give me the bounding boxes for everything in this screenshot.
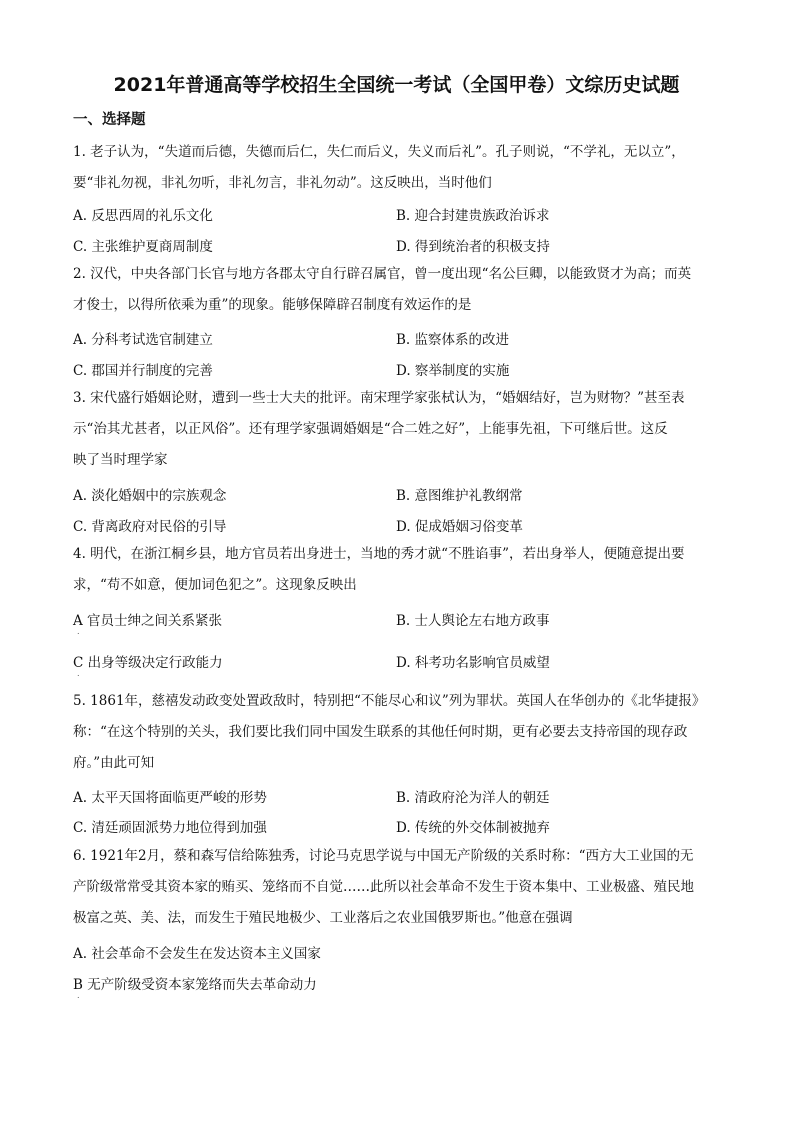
stem-line: 称：“在这个特别的关头，我们要比我们同中国发生联系的其他任何时期，更有必要去支持帝国的现存政 [73, 724, 688, 740]
dot-mark: . [77, 991, 80, 1000]
option-d: D. 促成婚姻习俗变革 [396, 519, 523, 535]
stem-line: 5. 1861年，慈禧发动政变处置政敌时，特别把“不能尽心和议”列为罪状。英国人在华创办的《北华捷报》 [73, 693, 706, 709]
dot-mark: . [77, 669, 80, 678]
option-c: C. 清廷顽固派势力地位得到加强 [73, 820, 267, 836]
stem-line: 6. 1921年2月，蔡和森写信给陈独秀，讨论马克思学说与中国无产阶级的关系时称：“西方大工业国的无 [73, 848, 694, 864]
option-c: C. 主张维护夏商周制度 [73, 239, 213, 255]
stem-line: 府。”由此可知 [73, 755, 155, 771]
option-b: B. 监察体系的改进 [396, 332, 510, 348]
stem-line: 才俊士，以得所依乘为重”的现象。能够保障辟召制度有效运作的是 [73, 297, 472, 313]
option-d: D. 传统的外交体制被抛弃 [396, 820, 550, 836]
option-d: D. 科考功名影响官员威望 [396, 655, 550, 671]
stem-line: 极富之英、美、法，而发生于殖民地极少、工业落后之农业国俄罗斯也。”他意在强调 [73, 910, 573, 926]
stem-line: 求，“苟不如意，便加词色犯之”。这现象反映出 [73, 577, 357, 593]
stem-line: 1. 老子认为，“失道而后德，失德而后仁，失仁而后义，失义而后礼”。孔子则说，“不学礼，无以立”， [73, 144, 685, 160]
option-c: C. 背离政府对民俗的引导 [73, 519, 227, 535]
stem-line: 2. 汉代，中央各部门长官与地方各郡太守自行辟召属官，曾一度出现“名公巨卿，以能致贤才为高；而英 [73, 266, 692, 282]
stem-line: 要“非礼勿视，非礼勿听，非礼勿言，非礼勿动”。这反映出，当时他们 [73, 175, 492, 191]
option-a: A. 太平天国将面临更严峻的形势 [73, 790, 267, 806]
option-a: A. 淡化婚姻中的宗族观念 [73, 488, 227, 504]
stem-line: 映了当时理学家 [73, 452, 168, 468]
option-b: B. 迎合封建贵族政治诉求 [396, 208, 550, 224]
option-a: A. 分科考试选官制建立 [73, 332, 213, 348]
question-stem [73, 686, 723, 779]
question-stem [73, 841, 723, 934]
page-title: 2021年普通高等学校招生全国统一考试（全国甲卷）文综历史试题 [113, 74, 680, 96]
option-b: B. 清政府沦为洋人的朝廷 [396, 790, 550, 806]
stem-line: 示“治其尤甚者，以正风俗”。还有理学家强调婚姻是“合二姓之好”，上能事先祖，下可继后世。这反 [73, 421, 668, 437]
stem-line: 3. 宋代盛行婚姻论财，遭到一些士大夫的批评。南宋理学家张栻认为，“婚姻结好，岂为财物？”甚至表 [73, 390, 685, 406]
question-stem [73, 383, 723, 476]
option-c: C 出身等级决定行政能力 [73, 655, 223, 671]
question-stem [73, 259, 723, 321]
question-stem [73, 539, 723, 601]
stem-line: 产阶级常常受其资本家的贿买、笼络而不自觉……此所以社会革命不发生于资本集中、工业极盛、殖民地 [73, 879, 694, 895]
option-d: D. 察举制度的实施 [396, 363, 510, 379]
stem-line: 4. 明代，在浙江桐乡县，地方官员若出身进士，当地的秀才就“不胜谄事”，若出身举人，便随意提出要 [73, 546, 685, 562]
option-a: A 官员士绅之间关系紧张 [73, 613, 223, 629]
question-stem [73, 137, 723, 199]
option-b: B. 士人舆论左右地方政事 [396, 613, 550, 629]
option-b: B. 意图维护礼教纲常 [396, 488, 523, 504]
option-a: A. 社会革命不会发生在发达资本主义国家 [73, 946, 321, 962]
dot-mark: . [77, 627, 80, 636]
option-d: D. 得到统治者的积极支持 [396, 239, 550, 255]
option-a: A. 反思西周的礼乐文化 [73, 208, 213, 224]
section-heading: 一、选择题 [73, 112, 146, 128]
option-c: C. 郡国并行制度的完善 [73, 363, 213, 379]
option-b: B 无产阶级受资本家笼络而失去革命动力 [73, 977, 317, 993]
